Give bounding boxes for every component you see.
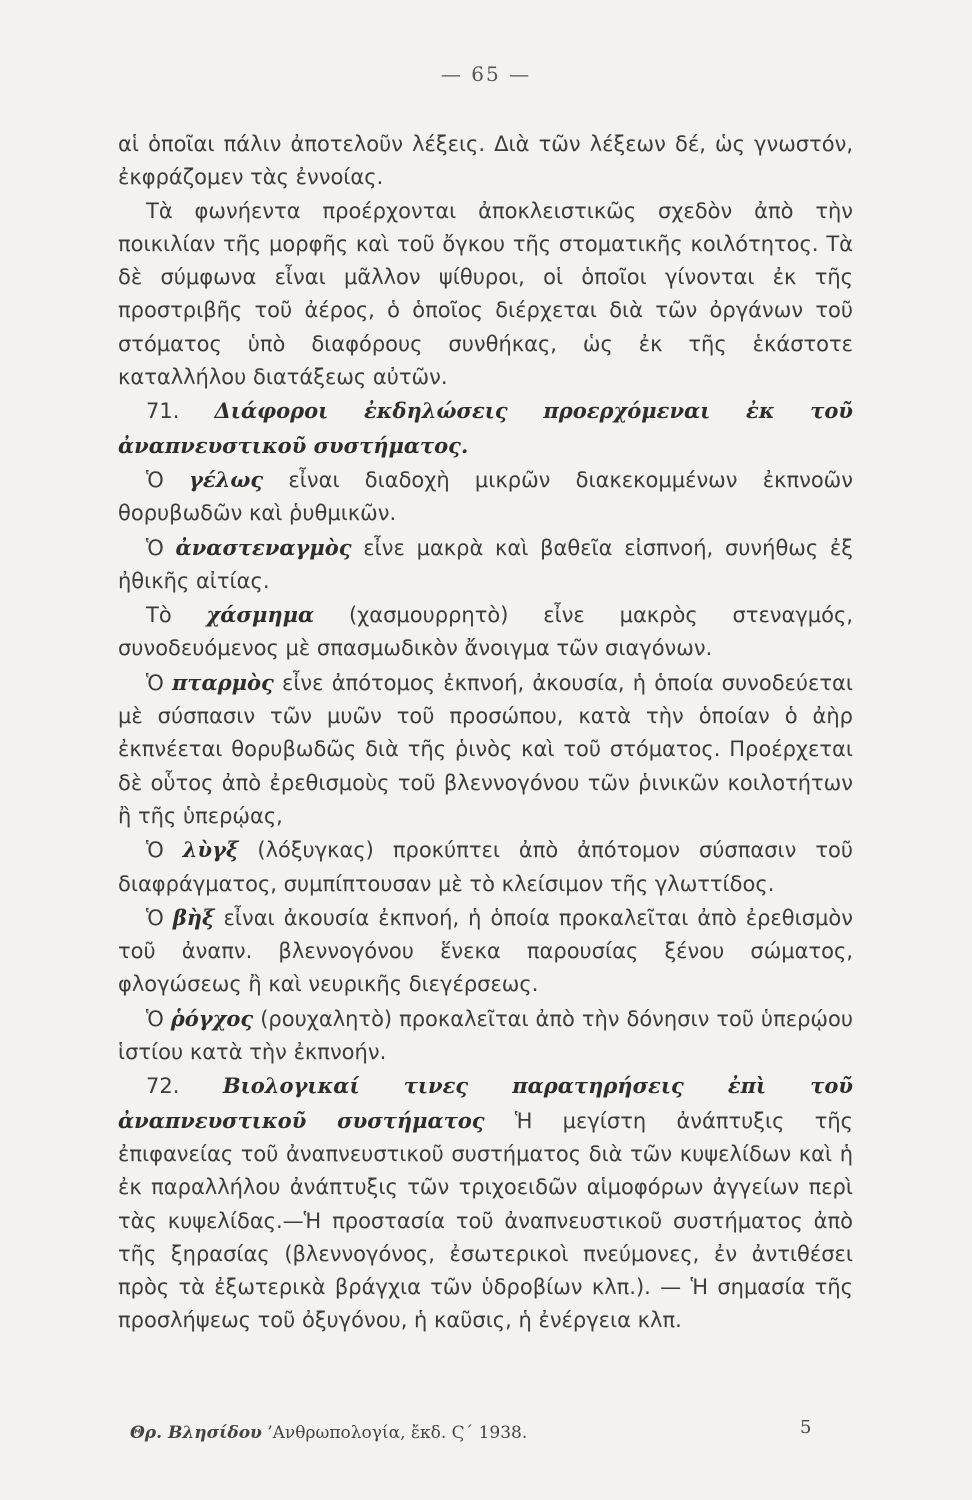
footer-signature bbox=[130, 1423, 830, 1443]
definition-cough: εἶναι ἀκουσία ἐκπνοή, ἡ ὁποία προκαλεῖται ἀπὸ ἐρεθισμὸν τοῦ ἀναπν. βλεννογόνου ἕνεκα παρουσίας ξένου σώματος, φλογώσεως ἢ καὶ νευρικῆς διεγέρσεως. bbox=[118, 905, 853, 997]
term-cough: βὴξ bbox=[172, 904, 215, 930]
paragraph-snore bbox=[118, 1002, 853, 1070]
definition-yawn: (χασμουρρητὸ) εἶνε μακρὸς στεναγμός, συνοδευόμενος μὲ σπασμωδικὸν ἄνοιγμα τῶν σιαγόνων. bbox=[118, 603, 854, 661]
paragraph-sigh bbox=[118, 531, 853, 599]
section-71-heading bbox=[118, 394, 853, 463]
term-sneeze: πταρμὸς bbox=[172, 669, 274, 695]
term-yawn: χάσμημα bbox=[206, 602, 315, 628]
term-laughter: γέλως bbox=[189, 466, 264, 492]
article: Ὁ bbox=[146, 535, 176, 560]
definition-sigh: εἶνε μακρὰ καὶ βαθεῖα εἰσπνοή, συνήθως ἐξ ἠθικῆς αἰτίας. bbox=[118, 535, 853, 593]
section-71-title: Διάφοροι ἐκδηλώσεις προερχόμεναι ἐκ τοῦ ἀναπνευστικοῦ συστήματος. bbox=[118, 398, 853, 458]
definition-hiccup: (λόξυγκας) προκύπτει ἀπὸ ἀπότομον σύσπασιν τοῦ διαφράγματος, συμπίπτουσαν μὲ τὸ κλείσιμον τῆς γλωττίδος. bbox=[118, 838, 853, 896]
paragraph-cough bbox=[118, 901, 853, 1002]
article: Τὸ bbox=[146, 603, 207, 628]
article: Ὁ bbox=[146, 838, 183, 863]
section-71-number: 71. bbox=[146, 399, 215, 424]
footer-author: Θρ. Βλησίδου bbox=[130, 1423, 262, 1443]
section-72-body: Ἡ μεγίστη ἀνάπτυξις τῆς ἐπιφανείας τοῦ ἀναπνευστικοῦ συστήματος διὰ τῶν κυψελίδων καὶ ἡ ἐκ παραλλήλου ἀνάπτυξις τῶν τριχοειδῶν αἱμοφόρων ἀγγείων περὶ τὰς κυψελίδας.—Ἡ προστασία τοῦ ἀναπνευστικοῦ συστήματος ἀπὸ τῆς ξηρασίας (βλεννογόνος, ἐσωτερικοὶ πνεύμονες, ἐν ἀντιθέσει πρὸς τὰ ἐξωτερικὰ βράγχια τῶν ὑδροβίων κλπ.). — Ἡ σημασία τῆς προσλήψεως τοῦ ὀξυγόνου, ἡ καῦσις, ἡ ἐνέργεια κλπ. bbox=[118, 1108, 853, 1333]
section-72-number: 72. bbox=[146, 1074, 223, 1099]
paragraph-yawn bbox=[118, 598, 853, 666]
article: Ὁ bbox=[146, 467, 190, 492]
paragraph-sneeze bbox=[118, 666, 853, 833]
paragraph-hiccup bbox=[118, 833, 853, 901]
article: Ὁ bbox=[146, 1006, 171, 1031]
definition-laughter: εἶναι διαδοχὴ μικρῶν διακεκομμένων ἐκπνοῶν θορυβωδῶν καὶ ῥυθμικῶν. bbox=[118, 467, 853, 526]
page-number: — 65 — bbox=[440, 62, 532, 86]
paragraph-laughter bbox=[118, 463, 853, 531]
body-text bbox=[118, 128, 853, 1338]
section-72 bbox=[118, 1069, 853, 1337]
paragraph-continuation: αἱ ὁποῖαι πάλιν ἀποτελοῦν λέξεις. Διὰ τῶν λέξεων δέ, ὡς γνωστόν, ἐκφράζομεν τὰς ἐννοίας. bbox=[118, 132, 853, 190]
definition-sneeze: εἶνε ἀπότομος ἐκπνοή, ἀκουσία, ἡ ὁποία συνοδεύεται μὲ σύσπασιν τῶν μυῶν τοῦ προσώπου, κατὰ τὴν ὁποίαν ὁ ἀὴρ ἐκπνέεται θορυβωδῶς διὰ τῆς ῥινὸς καὶ τοῦ στόματος. Προέρχεται δὲ οὗτος ἀπὸ ἐρεθισμοὺς τοῦ βλεννογόνου τῶν ῥινικῶν κοιλοτήτων ἢ τῆς ὑπερῴας, bbox=[118, 670, 853, 828]
paragraph-vowels-consonants: Τὰ φωνήεντα προέρχονται ἀποκλειστικῶς σχεδὸν ἀπὸ τὴν ποικιλίαν τῆς μορφῆς καὶ τοῦ ὄγκου τῆς στοματικῆς κοιλότητος. Τὰ δὲ σύμφωνα εἶναι μᾶλλον ψίθυροι, οἱ ὁποῖοι γίνονται ἐκ τῆς προστριβῆς τοῦ ἀέρος, ὁ ὁποῖος διέρχεται διὰ τῶν ὀργάνων τοῦ στόματος ὑπὸ διαφόρους συνθήκας, ὡς ἐκ τῆς ἑκάστοτε καταλλήλου διατάξεως αὐτῶν. bbox=[118, 198, 853, 390]
term-hiccup: λὺγξ bbox=[182, 837, 239, 863]
article: Ὁ bbox=[146, 905, 173, 930]
sheet-number: 5 bbox=[800, 1417, 812, 1438]
term-sigh: ἀναστεναγμὸς bbox=[175, 534, 352, 560]
definition-snore: (ρουχαλητὸ) προκαλεῖται ἀπὸ τὴν δόνησιν τοῦ ὑπερῴου ἱστίου κατὰ τὴν ἐκπνοήν. bbox=[118, 1006, 853, 1065]
footer-title: ’Ανθρωπολογία, ἔκδ. Ϛ΄ 1938. bbox=[261, 1423, 528, 1443]
term-snore: ῥόγχος bbox=[170, 1005, 254, 1031]
article: Ὁ bbox=[146, 670, 172, 695]
section-72-title: Βιολογικαί τινες παρατηρήσεις ἐπὶ τοῦ ἀναπνευστικοῦ συστήματος bbox=[118, 1073, 854, 1133]
